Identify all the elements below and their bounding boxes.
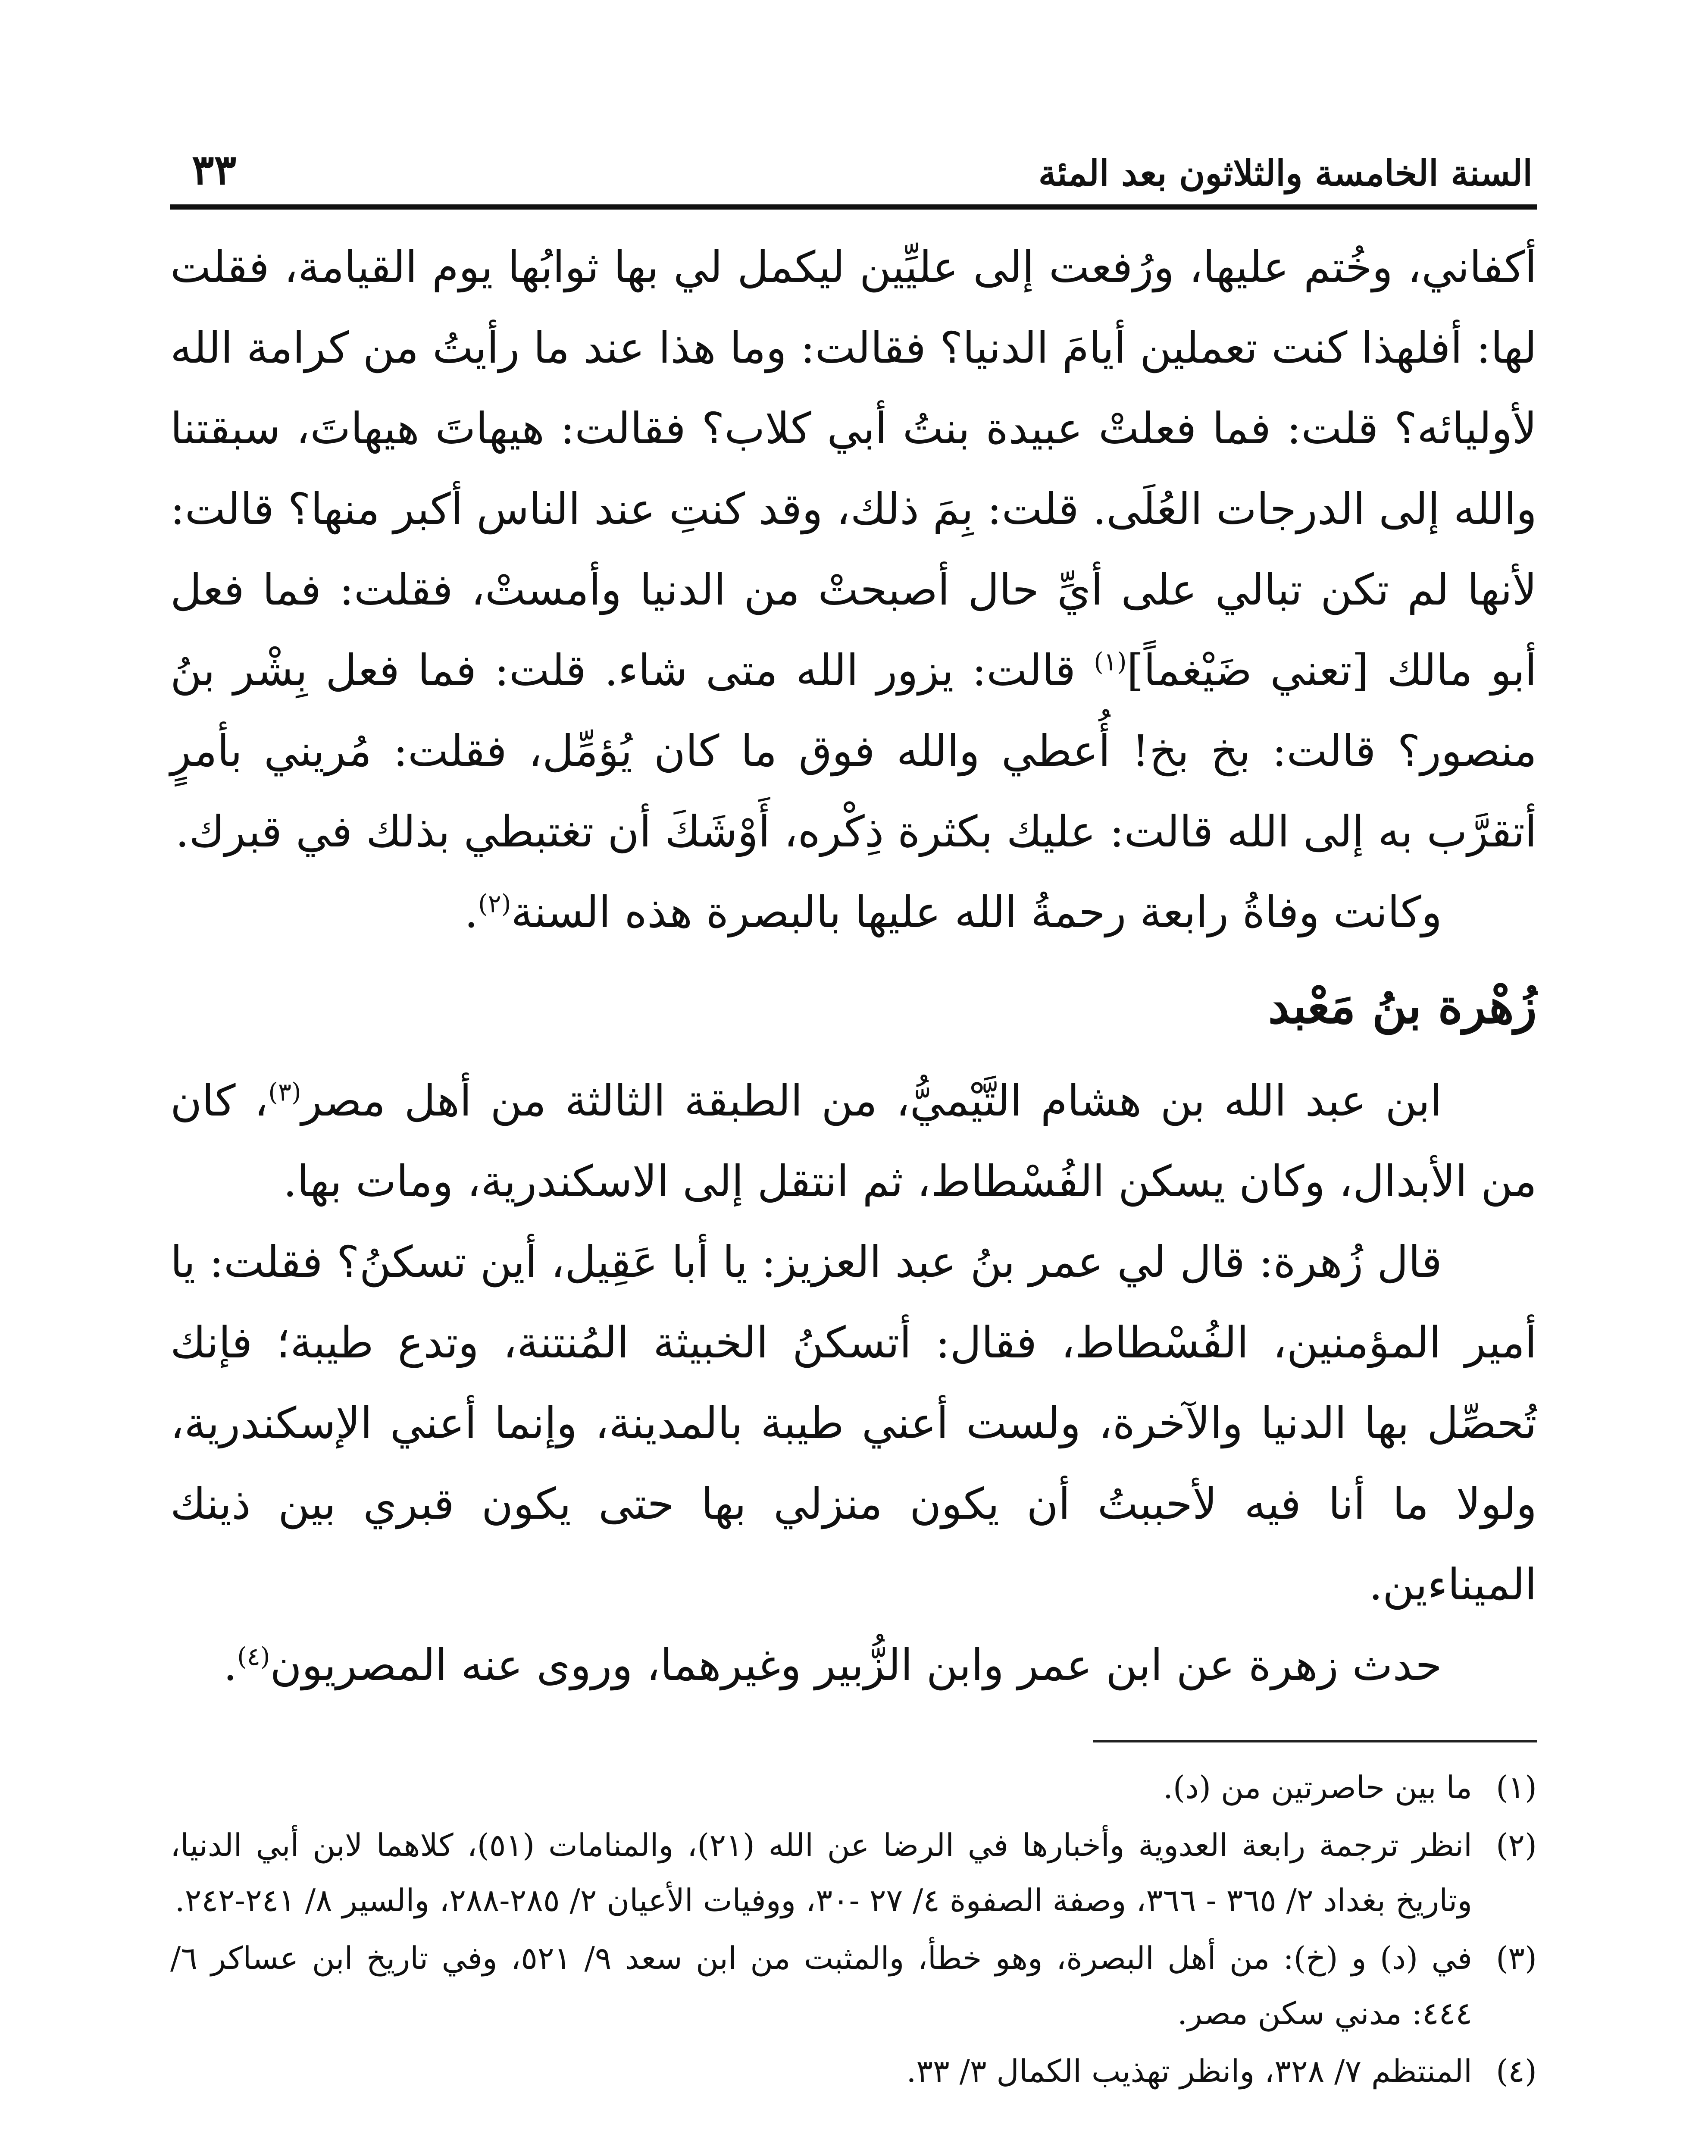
book-page — [170, 129, 1537, 2156]
footnote-1 — [170, 1760, 1537, 1815]
footnote-2 — [170, 1818, 1537, 1928]
footnote-number: (٢) — [1496, 1827, 1537, 1863]
page-number: ٣٣ — [192, 145, 237, 194]
footnote-ref-3: (٣) — [268, 1077, 301, 1107]
section-heading: زُهْرة بنُ مَعْبد — [1268, 978, 1537, 1034]
footnote-text: في (د) و (خ): من أهل البصرة، وهو خطأ، والمثبت من ابن سعد ٩/ ٥٢١، وفي تاريخ ابن عساكر ٦/ ٤٤٤: مدني سكن مصر. — [170, 1940, 1472, 2031]
footnotes — [170, 1760, 1537, 2099]
paragraph-5 — [170, 1625, 1537, 1705]
paragraph-3-continuation: ، كان من الأبدال، وكان يسكن الفُسْطاط، ثم انتقل إلى الاسكندرية، ومات بها. — [170, 1075, 1537, 1206]
footnote-text: ما بين حاصرتين من (د). — [1163, 1769, 1472, 1805]
paragraph-2-text: وكانت وفاةُ رابعة رحمةُ الله عليها بالبصرة هذه السنة — [511, 887, 1442, 937]
paragraph-3-text: ابن عبد الله بن هشام التَّيْميُّ، من الطبقة الثالثة من أهل مصر — [301, 1075, 1442, 1126]
footnote-ref-2: (٢) — [478, 889, 511, 918]
paragraph-5-text: حدث زهرة عن ابن عمر وابن الزُّبير وغيرهما، وروى عنه المصريون — [270, 1640, 1442, 1690]
running-header — [170, 129, 1537, 203]
footnote-text: المنتظم ٧/ ٣٢٨، وانظر تهذيب الكمال ٣/ ٣٣. — [906, 2053, 1472, 2089]
paragraph-2 — [170, 872, 1537, 953]
footnote-text: انظر ترجمة رابعة العدوية وأخبارها في الرضا عن الله (٢١)، والمنامات (٥١)، كلاهما لابن أبي الدنيا، وتاريخ بغداد ٢/ ٣٦٥ - ٣٦٦، وصفة الصفوة ٤/ ٢٧ -٣٠، ووفيات الأعيان ٢/ ٢٨٥-٢٨٨، والسير ٨/ ٢٤١-٢٤٢. — [170, 1827, 1472, 1918]
paragraph-1-text: أكفاني، وخُتم عليها، ورُفعت إلى عليِّين ليكمل لي بها ثوابُها يوم القيامة، فقلت لها: أفلهذا كنت تعملين أيامَ الدنيا؟ فقالت: وما هذا عند ما رأيتُ من كرامة الله لأوليائه؟ قلت: فما فعلتْ عبيدة بنتُ أبي كلاب؟ فقالت: هيهاتَ هيهاتَ، سبقتنا والله إلى الدرجات العُلَى. قلت: بِمَ ذلك، وقد كنتِ عند الناس أكبر منها؟ قالت: لأنها لم تكن تبالي على أيِّ حال أصبحتْ من الدنيا وأمستْ، فقلت: فما فعل أبو مالك [تعني ضَيْغماً] — [170, 242, 1537, 696]
footnote-separator — [1093, 1740, 1537, 1742]
paragraph-1 — [170, 227, 1537, 872]
paragraph-3 — [170, 1060, 1537, 1222]
footnote-ref-4: (٤) — [237, 1642, 270, 1671]
footnote-ref-1: (١) — [1094, 647, 1127, 677]
paragraph-5-end: . — [223, 1640, 238, 1690]
paragraph-4: قال زُهرة: قال لي عمر بنُ عبد العزيز: يا أبا عَقِيل، أين تسكنُ؟ فقلت: يا أمير المؤمنين، الفُسْطاط، فقال: أتسكنُ الخبيثة المُنتنة، وتدع طيبة؛ فإنك تُحصِّل بها الدنيا والآخرة، ولست أعني طيبة بالمدينة، وإنما أعني الإسكندرية، ولولا ما أنا فيه لأحببتُ أن يكون منزلي بها حتى يكون قبري بين ذينك الميناءين. — [170, 1237, 1537, 1610]
footnote-number: (٣) — [1496, 1940, 1537, 1976]
running-header-title: السنة الخامسة والثلاثون بعد المئة — [1038, 153, 1533, 194]
footnote-3 — [170, 1930, 1537, 2041]
footnote-number: (٤) — [1496, 2053, 1537, 2089]
footnote-number: (١) — [1496, 1769, 1537, 1805]
main-text — [170, 227, 1537, 1705]
header-rule — [170, 204, 1537, 210]
paragraph-1-continuation: قالت: يزور الله متى شاء. قلت: فما فعل بِشْر بنُ منصور؟ قالت: بخ بخ! أُعطي والله فوق ما كان يُؤمِّل، فقلت: مُريني بأمرٍ أتقرَّب به إلى الله قالت: عليك بكثرة ذِكْره، أَوْشَكَ أن تغتبطي بذلك في قبرك. — [170, 645, 1537, 857]
paragraph-2-end: . — [464, 887, 479, 937]
footnote-4 — [170, 2043, 1537, 2099]
